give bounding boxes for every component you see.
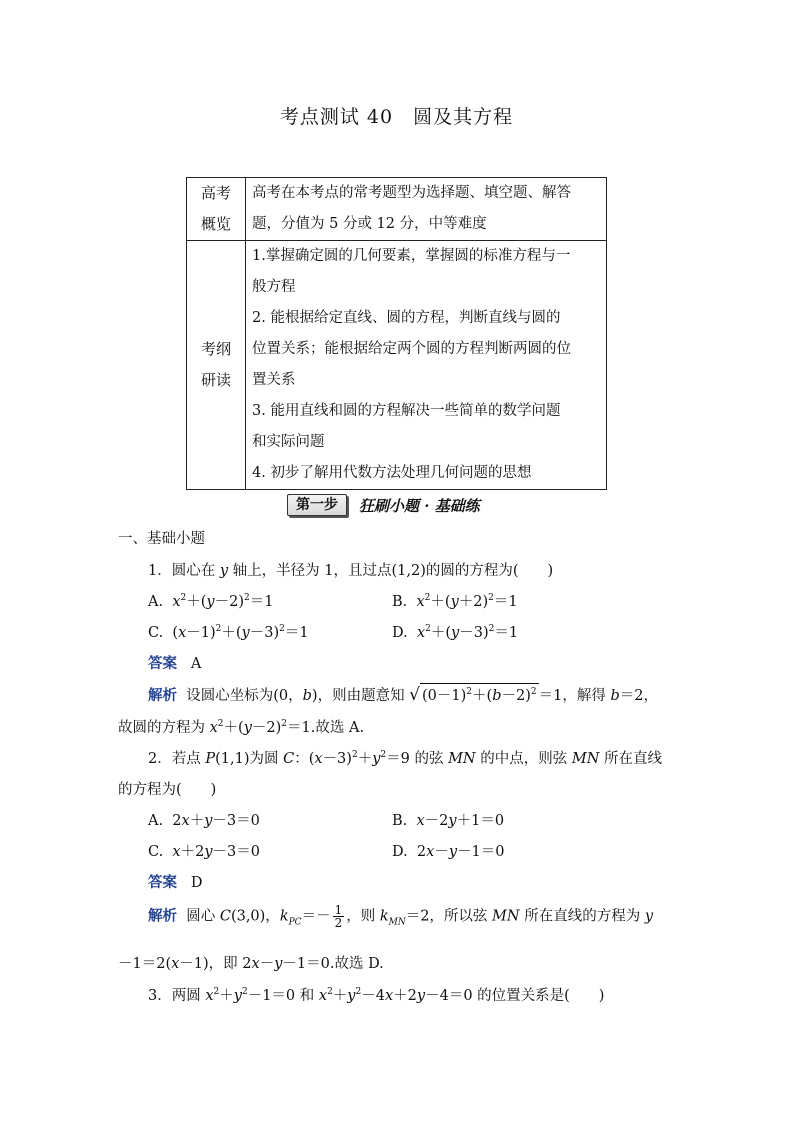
overview-table bbox=[186, 177, 607, 490]
q2-answer bbox=[148, 871, 202, 892]
step-banner bbox=[287, 493, 480, 517]
q2-option-d: D. 2x－y－1＝0 bbox=[392, 844, 505, 860]
question-3-stem: 3．两圆 $x^2+y^2-1=0$ 和 $x^2+y^2-4x+2y-4=0$ 的位置关系是( ) bbox=[148, 987, 605, 1004]
q2-option-a: A. 2x＋y－3＝0 bbox=[148, 813, 260, 829]
answer-label: 答案 bbox=[148, 874, 177, 891]
q1-option-b: B. $x^2+(y+2)^2=1$ bbox=[392, 593, 518, 610]
row-header-line: 高考 bbox=[200, 184, 231, 202]
q2-option-b: B. x－2y＋1＝0 bbox=[392, 813, 505, 829]
row-line: 位置关系；能根据给定两个圆的方程判断两圆的位 bbox=[252, 341, 571, 357]
row-header-line: 研读 bbox=[200, 371, 231, 389]
q1-option-a: A. $x^2+(y-2)^2=1$ bbox=[148, 593, 274, 610]
row-line: 题，分值为 5 分或 12 分，中等难度 bbox=[252, 216, 487, 232]
question-2-stem: 2．若点 P(1,1)为圆 C：$(x-3)^2+y^2=9$ 的弦 MN 的中点，则弦 MN 所在直线 bbox=[148, 750, 662, 767]
table-row bbox=[187, 178, 607, 241]
q1-option-d: D. $x^2+(y-3)^2=1$ bbox=[392, 624, 519, 641]
step-badge: 第一步 bbox=[287, 494, 347, 516]
row-header bbox=[187, 241, 246, 490]
row-line: 般方程 bbox=[252, 279, 296, 295]
q2-analysis: 解析 圆心 C(3,0)，$k_{PC}=-$ $\frac{1}{2}$ ，则 $k_{MN}=2$，所以弦 MN 所在直线的方程为 y bbox=[148, 903, 654, 930]
step-title: 狂刷小题 · 基础练 bbox=[359, 496, 480, 515]
analysis-label: 解析 bbox=[148, 687, 177, 704]
answer-value: A bbox=[190, 656, 202, 672]
section-heading: 一、基础小题 bbox=[118, 531, 205, 547]
row-content bbox=[246, 241, 607, 490]
question-2-stem-cont: 的方程为( ) bbox=[118, 782, 217, 798]
row-header-line: 考纲 bbox=[200, 340, 231, 358]
row-header-line: 概览 bbox=[200, 215, 231, 233]
row-line: 和实际问题 bbox=[252, 434, 325, 450]
q2-analysis-cont: －1＝2(x－1)，即 2x－y－1＝0.故选 D. bbox=[118, 956, 384, 972]
row-line: 3. 能用直线和圆的方程解决一些简单的数学问题 bbox=[252, 403, 561, 419]
q2-option-c: C. x＋2y－3＝0 bbox=[148, 844, 260, 860]
row-line: 高考在本考点的常考题型为选择题、填空题、解答 bbox=[252, 185, 571, 201]
question-1-stem: 1．圆心在 y 轴上，半径为 1，且过点(1,2)的圆的方程为( ) bbox=[148, 563, 554, 579]
analysis-label: 解析 bbox=[148, 907, 177, 925]
q1-analysis: 解析 设圆心坐标为(0，b)，则由题意知 √ $(0-1)^2+(b-2)^2 =1$，解得 b＝2， bbox=[148, 685, 658, 705]
answer-value: D bbox=[190, 875, 203, 891]
row-line: 置关系 bbox=[252, 372, 296, 388]
row-line: 1.掌握确定圆的几何要素，掌握圆的标准方程与一 bbox=[252, 248, 571, 264]
q1-analysis-cont: 故圆的方程为 $x^2+(y-2)^2=1$.故选 A. bbox=[118, 719, 365, 736]
page-title: 考点测试 40 圆及其方程 bbox=[279, 106, 514, 128]
answer-label: 答案 bbox=[148, 655, 177, 672]
row-content bbox=[246, 178, 607, 241]
row-line: 4. 初步了解用代数方法处理几何问题的思想 bbox=[252, 465, 532, 481]
q1-answer bbox=[148, 652, 201, 673]
row-header bbox=[187, 178, 246, 241]
q1-option-c: C. $(x-1)^2+(y-3)^2=1$ bbox=[148, 624, 309, 641]
table-row bbox=[187, 241, 607, 490]
row-line: 2. 能根据给定直线、圆的方程，判断直线与圆的 bbox=[252, 310, 561, 326]
